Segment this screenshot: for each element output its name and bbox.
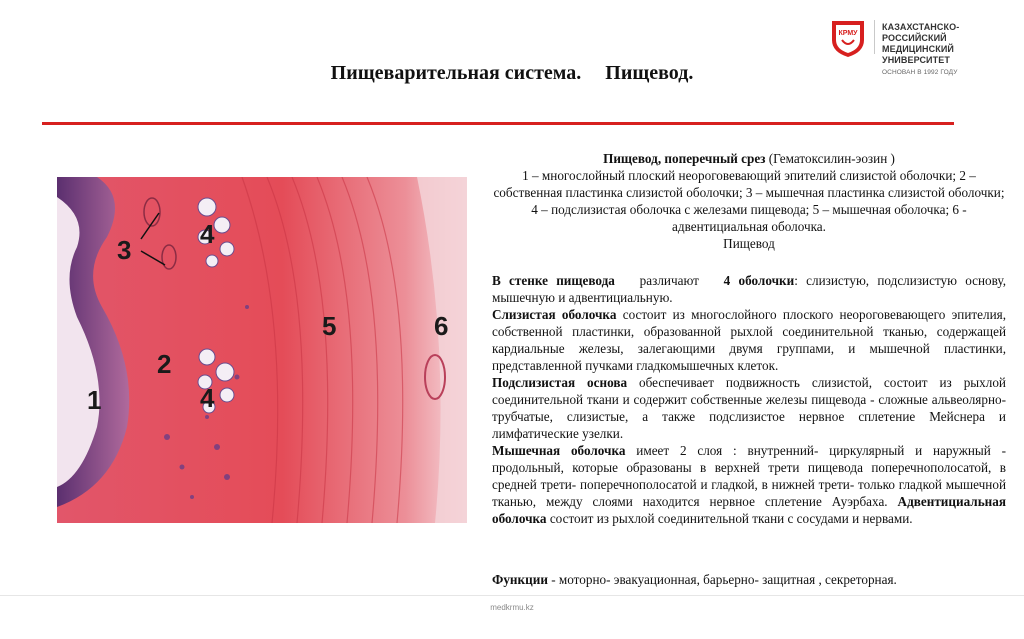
p3-text: обеспечивает подвижность слизистой, состоит из рыхлой соединительной ткани и содержит собственные железы пищевода - сложные альвеолярно- трубчатые, слизистые, а также подслизистое нервное сплетение Мейснера и лимфатические узелки. <box>492 375 1006 441</box>
figure-label-3: 3 <box>117 235 132 265</box>
p4-bold: Мышечная оболочка <box>492 443 626 458</box>
paragraph-muscularis <box>492 442 1006 527</box>
figure-label-5: 5 <box>322 311 337 341</box>
p2-bold: Слизистая оболочка <box>492 307 617 322</box>
caption-heading-stain: (Гематоксилин-эозин ) <box>765 151 895 166</box>
p1-bold1: В стенке пищевода <box>492 273 615 288</box>
p4-text2: состоит из рыхлой соединительной ткани с сосудами и нервами. <box>546 511 913 526</box>
caption-legend: 1 – многослойный плоский неороговевающий эпителий слизистой оболочки; 2 – собственная пластинка слизистой оболочки; 3 – мышечная пластинка слизистой оболочки; 4 – подслизистая оболочка с железами пищевода; 5 – мышечная оболочка; 6 - адвентициальная оболочка. <box>493 168 1005 234</box>
footer-site: medkrmu.kz <box>490 603 534 612</box>
title-divider <box>42 122 954 125</box>
p1-text2: : слизистую, подслизистую основу, мышечную и адвентициальную. <box>492 273 1006 305</box>
founded-text: ОСНОВАН В 1992 ГОДУ <box>882 69 958 76</box>
p4-text: имеет 2 слоя : внутренний- циркулярный и наружный - продольный, которые образованы в верхней трети пищевода поперечнополосатой, в средней трети- поперечнополосатой и гладкой, в нижней трети- только гладкой мышечной тканью, между слоями находится нервное сплетение Ауэрбаха. <box>492 443 1006 509</box>
paragraph-submucosa <box>492 374 1006 442</box>
university-logo <box>828 18 868 58</box>
university-name-line1: КАЗАХСТАНСКО-РОССИЙСКИЙ <box>882 22 960 43</box>
figure-label-6: 6 <box>434 311 449 341</box>
caption-subtitle: Пищевод <box>723 236 775 251</box>
paragraph-layers <box>492 272 1006 306</box>
footer-divider <box>0 595 1024 596</box>
p1-text1: различают <box>614 273 724 288</box>
figure-label-4-top: 4 <box>200 219 215 249</box>
figure-label-1: 1 <box>87 385 102 415</box>
p4-bold2: Адвентициальная оболочка <box>492 494 1006 526</box>
p3-bold: Подслизистая основа <box>492 375 628 390</box>
logo-text: КРМУ <box>838 30 858 37</box>
body-text <box>492 272 1006 527</box>
logo-separator <box>874 20 875 54</box>
slide-title-part1: Пищеварительная система. <box>330 62 582 84</box>
caption-heading <box>492 150 1006 167</box>
functions-label: Функции <box>492 572 548 587</box>
paragraph-mucosa <box>492 306 1006 374</box>
functions-text: - моторно- эвакуационная, барьерно- защитная , секреторная. <box>547 572 897 587</box>
caption-heading-bold: Пищевод, поперечный срез <box>603 151 766 166</box>
histology-image <box>57 177 467 523</box>
functions-line <box>492 571 1006 588</box>
p1-bold2: 4 оболочки <box>723 273 795 288</box>
figure-label-2: 2 <box>157 349 172 379</box>
slide-title-part2: Пищевод. <box>605 62 694 84</box>
slide-title <box>0 62 1024 85</box>
figure-label-4-bottom: 4 <box>200 383 215 413</box>
university-name-line2: МЕДИЦИНСКИЙ УНИВЕРСИТЕТ <box>882 44 954 65</box>
figure-caption <box>492 150 1006 252</box>
p2-text: состоит из многослойного плоского неороговевающего эпителия, собственной пластинки, образованной рыхлой соединительной тканью, содержащей кардиальные железы, залегающими двумя группами, и мышечной пластинки, представленной пучками гладкомышечных клеток. <box>492 307 1006 373</box>
